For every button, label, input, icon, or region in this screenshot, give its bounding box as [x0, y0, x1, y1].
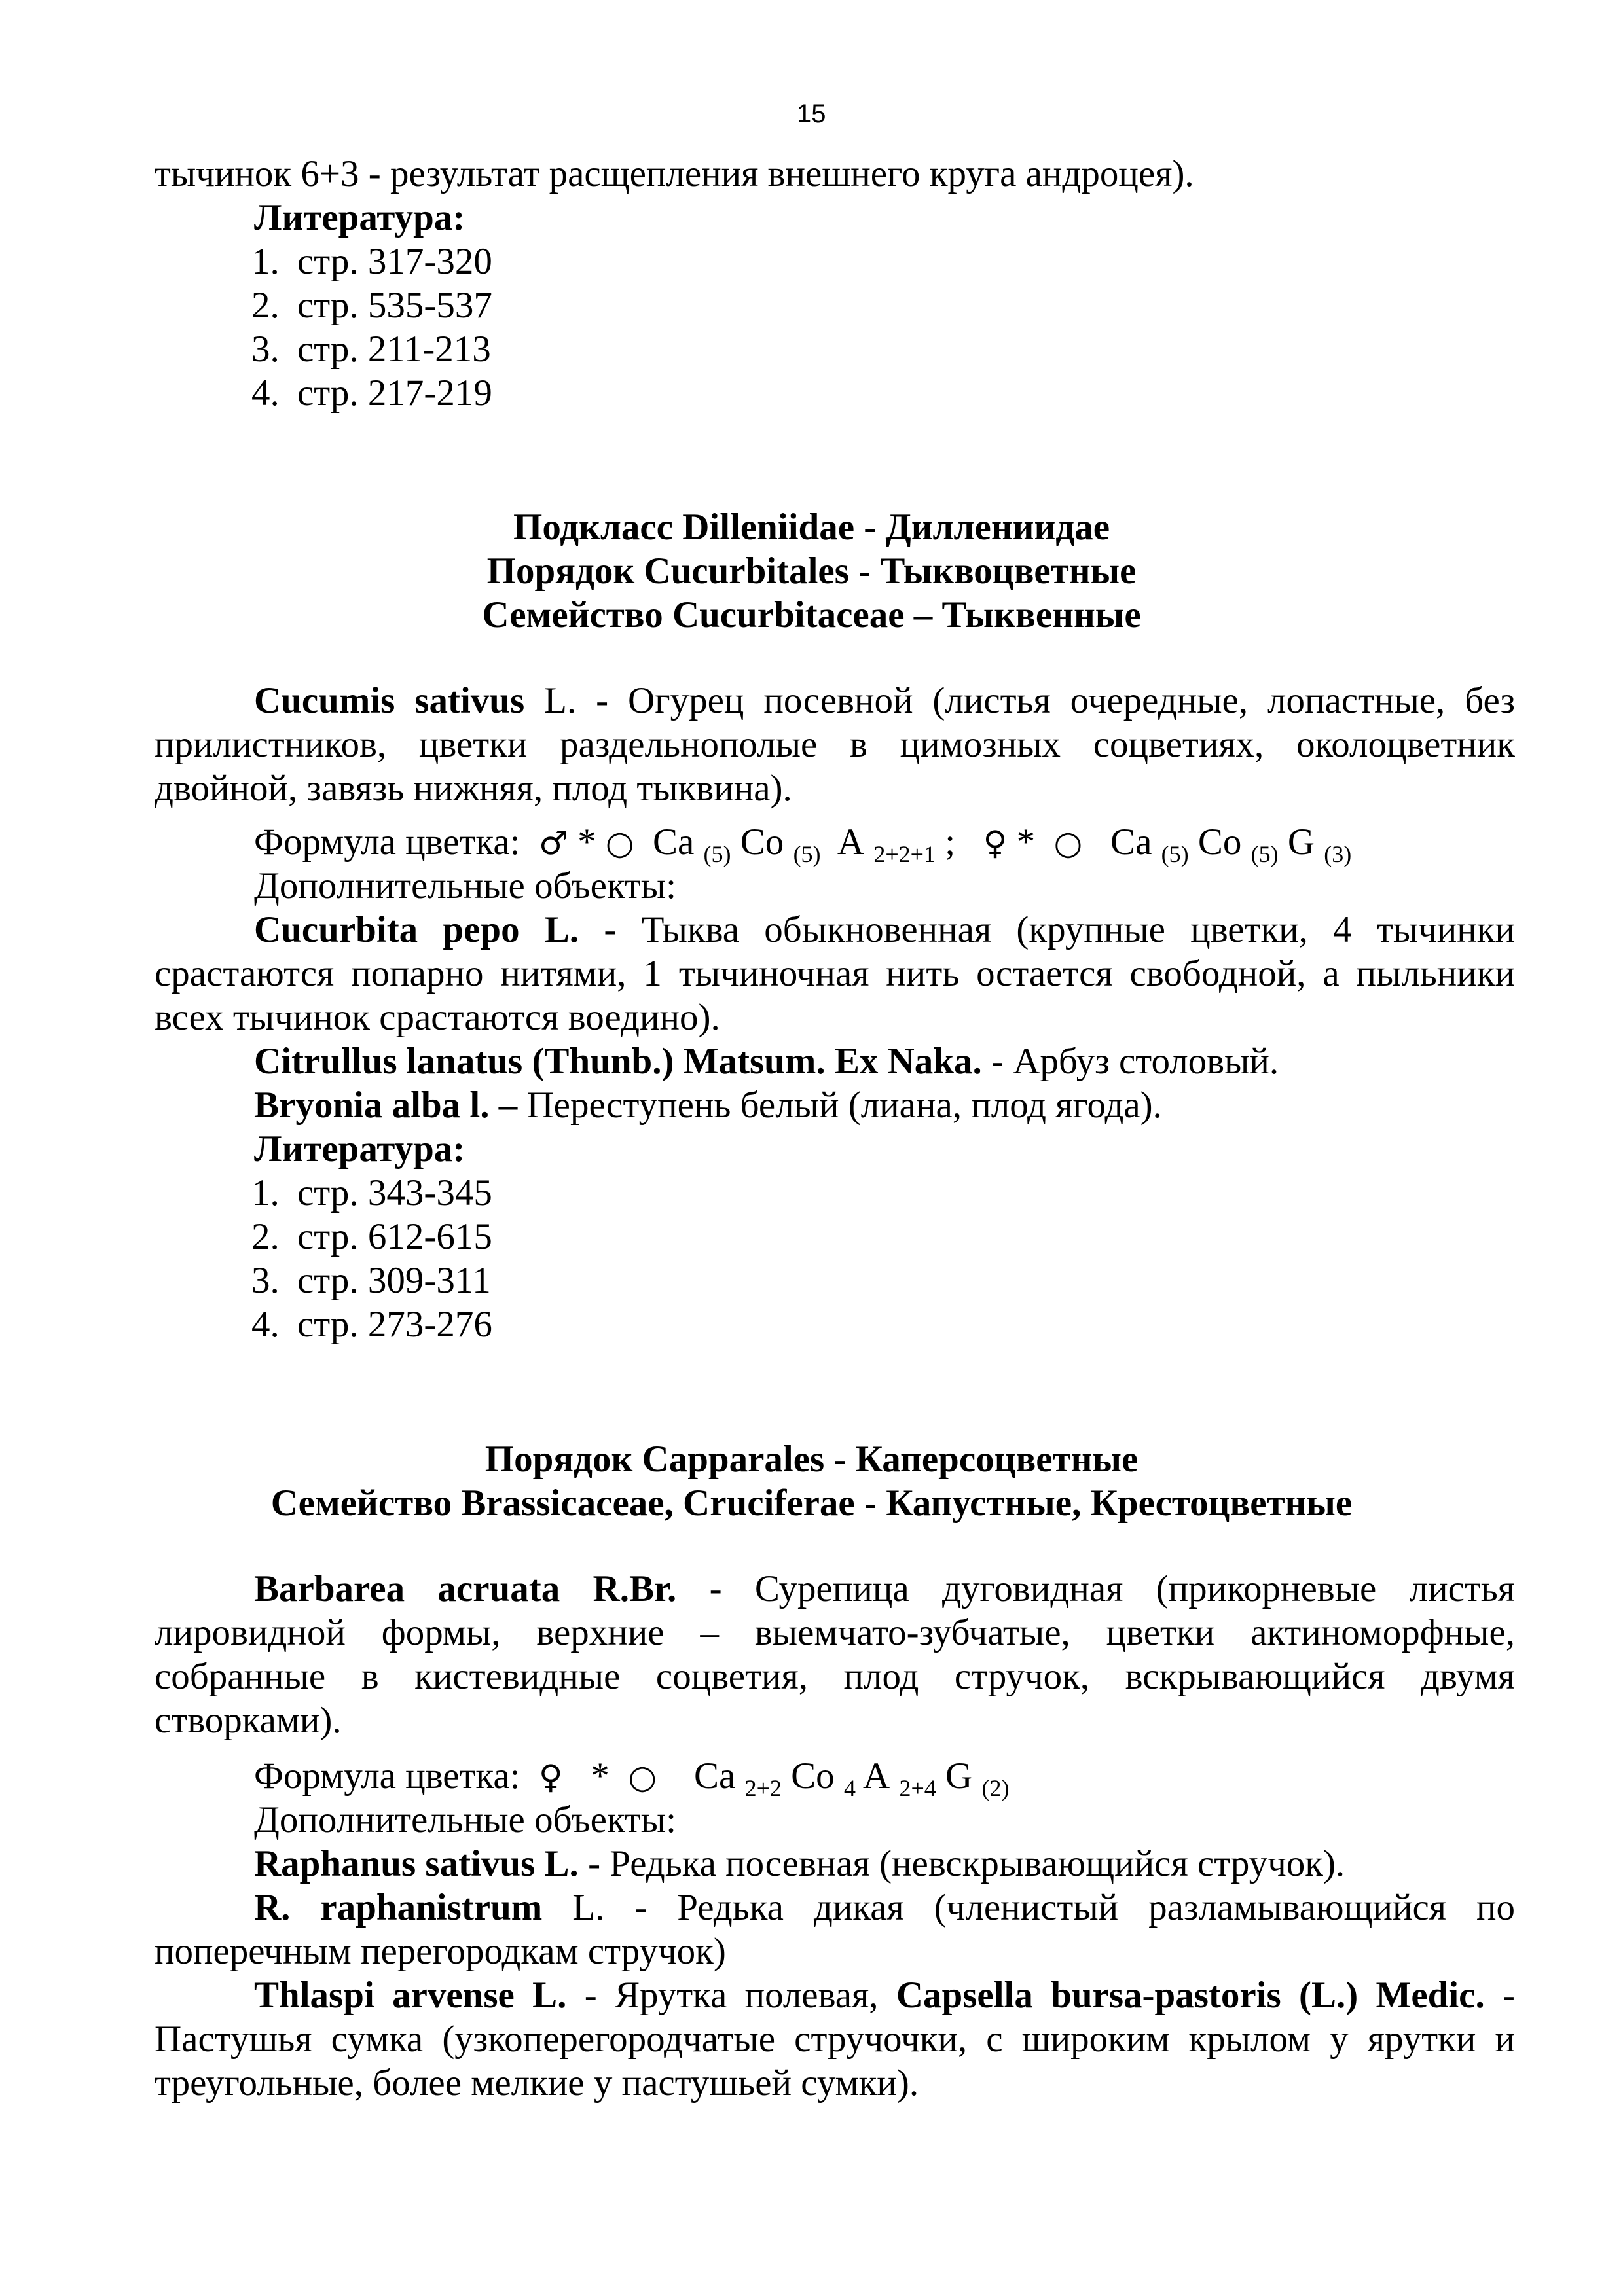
additional-objects-heading: Дополнительные объекты: [254, 1799, 676, 1840]
section-heading-family: Семейство Brassicaceae, Cruciferae - Капустные, Крестоцветные [270, 1482, 1353, 1524]
circle-icon: ○ [605, 824, 634, 862]
section-heading-order: Порядок Cucurbitales - Тыквоцветные [486, 550, 1137, 592]
species-line-bryonia: Bryonia alba l. – Переступень белый (лиана, плод ягода). [254, 1085, 1162, 1126]
species-line-citrullus: Citrullus lanatus (Thunb.) Matsum. Ex Naka. - Арбуз столовый. [254, 1041, 1279, 1082]
species-paragraph-cucurbita: Cucurbita pepo L. - Тыква обыкновенная (крупные цветки, 4 тычинки срастаются попарно нитями, 1 тычиночная нить остается свободной, а пыльники всех тычинок срастаются воедино). [155, 909, 1515, 1038]
continuation-line: тычинок 6+3 - результат расщепления внешнего круга андроцея). [155, 153, 1194, 194]
species-paragraph-raphanistrum: R. raphanistrum L. - Редька дикая (членистый разламывающийся по поперечным перегородкам стручок) [155, 1887, 1515, 1972]
flower-formula-cucumis: Формула цветка: ♂ * ○ Ca $_{(5)}$ Co $_{(5)}$ A $_{2+2+1}$ ; ♀ * ○ Ca $_{(5)}$ Co $_{(5)}$ G $_{(3)}$ [254, 821, 1352, 867]
literature-item: 3. стр. 211-213 [251, 329, 491, 370]
literature-item: 4. стр. 273-276 [251, 1304, 492, 1345]
species-line-raphanus: Raphanus sativus L. - Редька посевная (невскрывающийся стручок). [254, 1843, 1345, 1884]
species-paragraph-cucumis: Cucumis sativus L. - Огурец посевной (листья очередные, лопастные, без прилистников, цветки раздельнополые в цимозных соцветиях, околоцветник двойной, завязь нижняя, плод тыквина). [155, 680, 1516, 809]
literature-item: 2. стр. 612-615 [251, 1216, 492, 1257]
circle-icon: ○ [628, 1758, 657, 1796]
species-paragraph-barbarea: Barbarea acruata R.Br. - Сурепица дуговидная (прикорневые листья лировидной формы, верхние – выемчато-зубчатые, цветки актиноморфные, собранные в кистевидные соцветия, плод стручок, вскрывающийся двумя створками). [155, 1568, 1515, 1741]
female-symbol-icon: ♀ [983, 824, 1008, 862]
literature-item: 4. стр. 217-219 [251, 372, 492, 414]
literature-item: 1. стр. 343-345 [251, 1172, 492, 1213]
literature-item: 3. стр. 309-311 [251, 1260, 491, 1301]
species-paragraph-thlaspi: Thlaspi arvense L. - Ярутка полевая, Capsella bursa-pastoris (L.) Medic. - Пастушья сумка (узкоперегородчатые стручочки, с широким крылом у ярутки и треугольные, более мелкие у пастушьей сумки). [155, 1975, 1516, 2104]
section-heading-order: Порядок Capparales - Каперсоцветные [484, 1439, 1139, 1480]
circle-icon: ○ [1053, 824, 1083, 862]
literature-item: 1. стр. 317-320 [251, 241, 492, 282]
section-heading-subclass: Подкласс Dilleniidae - Диллениидаe [513, 507, 1110, 548]
male-symbol-icon: ♂ [539, 824, 568, 862]
literature-heading: Литература: [254, 197, 465, 238]
female-symbol-icon: ♀ [539, 1758, 563, 1796]
page-number: 15 [797, 99, 826, 128]
literature-heading: Литература: [254, 1128, 465, 1170]
additional-objects-heading: Дополнительные объекты: [254, 865, 676, 906]
section-heading-family: Семейство Cucurbitaceae – Тыквенные [482, 594, 1141, 636]
flower-formula-barbarea: Формула цветка: ♀ * ○ Ca $_{2+2}$ Co $_4$ A $_{2+4}$ G $_{(2)}$ [254, 1755, 1010, 1801]
literature-item: 2. стр. 535-537 [251, 285, 492, 326]
